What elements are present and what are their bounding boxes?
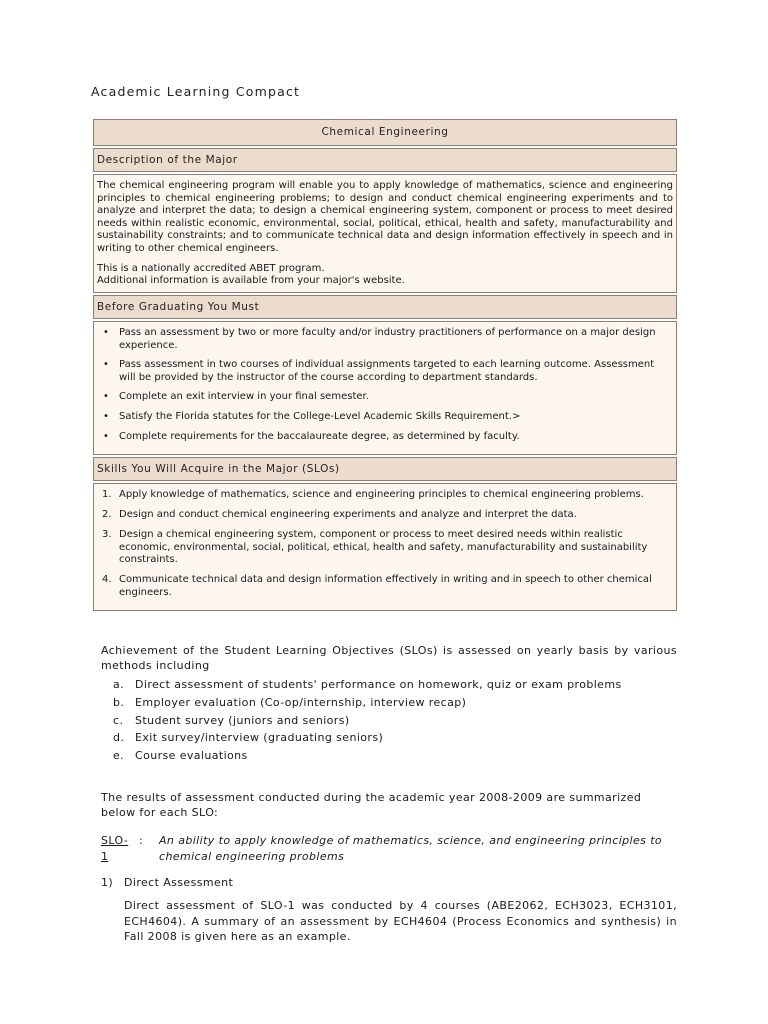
accreditation-paragraph <box>97 263 673 288</box>
graduating-header: Before Graduating You Must <box>93 295 677 319</box>
list-item: • Pass assessment in two courses of individual assignments targeted to each learning outcome. Assessment will be provided by the instructor of the course according to department standards. <box>103 359 655 383</box>
graduating-list <box>94 327 676 443</box>
bullet-icon: • <box>103 327 109 338</box>
achievement-intro: Achievement of the Student Learning Objectives (SLOs) is assessed on yearly basis by various methods including <box>101 644 677 672</box>
list-item: d. Exit survey/interview (graduating seniors) <box>113 731 384 745</box>
bullet-icon: • <box>103 430 109 442</box>
learning-compact-table <box>93 119 677 611</box>
description-paragraph: The chemical engineering program will enable you to apply knowledge of mathematics, science and engineering principles to chemical engineering problems; to design and conduct chemical engineering experiments and to analyze and interpret the data; to design a chemical engineering system, component or process to meet desired needs within realistic economic, environmental, social, political, ethical, health and safety, manufacturability and sustainability constraints; and to communicate technical data and design information effectively in speech and in writing to other chemical engineers. <box>97 180 673 254</box>
list-item: • Satisfy the Florida statutes for the College-Level Academic Skills Requirement.> <box>103 410 521 422</box>
methods-list <box>113 676 622 765</box>
list-item: a. Direct assessment of students' performance on homework, quiz or exam problems <box>113 678 622 691</box>
slo1-label: SLO-1 <box>101 834 129 863</box>
skills-header: Skills You Will Acquire in the Major (SLOs) <box>93 457 677 481</box>
skills-box <box>93 483 677 611</box>
bullet-icon: • <box>103 359 109 371</box>
list-item: 1. Apply knowledge of mathematics, science and engineering principles to chemical engineering problems. <box>102 489 644 500</box>
list-item: b. Employer evaluation (Co-op/internship, interview recap) <box>113 695 467 709</box>
list-item: 3. Design a chemical engineering system, component or process to meet desired needs within realistic economic, environmental, social, political, ethical, health and safety, manufacturability and sustainability constraints. <box>102 529 648 566</box>
slo1-colon: : <box>139 834 144 847</box>
skills-list <box>94 489 676 600</box>
direct-assessment-title: Direct Assessment <box>124 876 234 889</box>
major-header: Chemical Engineering <box>93 119 677 146</box>
list-item: • Complete an exit interview in your final semester. <box>103 391 369 403</box>
document-title: Academic Learning Compact <box>91 84 301 99</box>
slo1-definition: An ability to apply knowledge of mathematics, science, and engineering principles to chemical engineering problems <box>159 834 663 863</box>
direct-assessment-heading <box>101 876 233 889</box>
results-intro: The results of assessment conducted during the academic year 2008-2009 are summarized below for each SLO: <box>101 791 642 819</box>
list-item: e. Course evaluations <box>113 749 248 763</box>
website-line: Additional information is available from your major's website. <box>97 275 405 287</box>
list-item: c. Student survey (juniors and seniors) <box>113 713 350 727</box>
bullet-icon: • <box>103 391 109 403</box>
description-header: Description of the Major <box>93 148 677 172</box>
description-box <box>93 174 677 293</box>
list-item: • Pass an assessment by two or more faculty and/or industry practitioners of performance on a major design experience. <box>103 327 656 351</box>
list-item: 4. Communicate technical data and design information effectively in writing and in speech to other chemical engineers. <box>102 574 652 599</box>
list-item: 2. Design and conduct chemical engineering experiments and analyze and interpret the data. <box>102 509 577 521</box>
list-item: • Complete requirements for the baccalaureate degree, as determined by faculty. <box>103 430 520 442</box>
direct-assessment-marker: 1) <box>101 876 114 889</box>
graduating-box <box>93 321 677 455</box>
bullet-icon: • <box>103 410 109 422</box>
direct-assessment-text: Direct assessment of SLO-1 was conducted by 4 courses (ABE2062, ECH3023, ECH3101, ECH4604). A summary of an assessment by ECH4604 (Process Economics and synthesis) in Fall 2008 is given here as an example. <box>124 899 677 943</box>
accreditation-line: This is a nationally accredited ABET program. <box>97 262 325 274</box>
